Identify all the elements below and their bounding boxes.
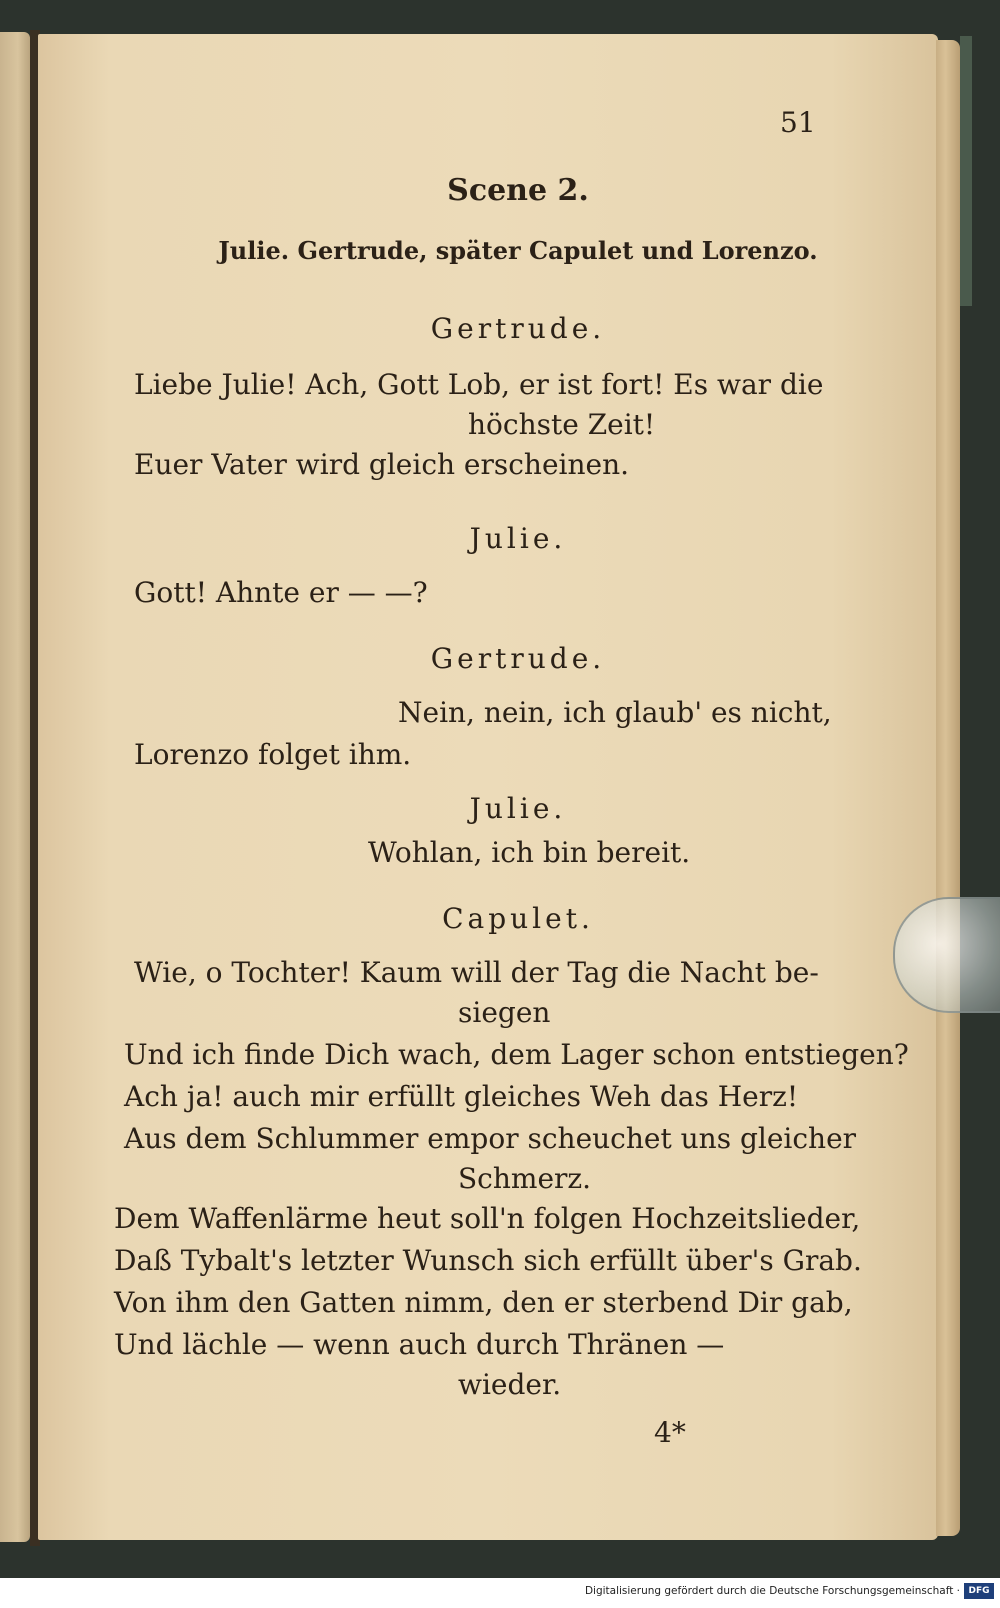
verse-line: Von ihm den Gatten nimm, den er sterbend Dir gab,	[114, 1286, 853, 1319]
verse-line: Schmerz.	[458, 1162, 592, 1195]
speaker-julie-1: Julie.	[469, 522, 567, 555]
verse-line: Liebe Julie! Ach, Gott Lob, er ist fort! Es war die	[134, 368, 824, 401]
verse-line: wieder.	[458, 1368, 562, 1401]
dfg-logo: DFG	[964, 1583, 994, 1599]
verse-line: Aus dem Schlummer empor scheuchet uns gleicher	[124, 1122, 857, 1155]
speaker-gertrude-1: Gertrude.	[430, 312, 606, 345]
verse-line: siegen	[458, 996, 551, 1029]
speaker-julie-2: Julie.	[469, 792, 567, 825]
page-number: 51	[780, 106, 816, 139]
footer-credit: Digitalisierung gefördert durch die Deutsche Forschungsgemeinschaft ·	[584, 1585, 960, 1597]
left-page-edge	[0, 32, 30, 1542]
digitization-footer	[0, 1578, 1000, 1608]
verse-line: Wie, o Tochter! Kaum will der Tag die Nacht be-	[134, 956, 819, 989]
verse-line: Lorenzo folget ihm.	[134, 738, 412, 771]
verse-line: Und lächle — wenn auch durch Thränen —	[114, 1328, 725, 1361]
verse-line: Daß Tybalt's letzter Wunsch sich erfüllt über's Grab.	[114, 1244, 862, 1277]
verse-line: Gott! Ahnte er — —?	[134, 576, 428, 609]
speaker-capulet: Capulet.	[442, 902, 594, 935]
page-fore-edge	[936, 40, 960, 1536]
verse-line: höchste Zeit!	[468, 408, 656, 441]
speaker-gertrude-2: Gertrude.	[430, 642, 606, 675]
page-clip	[893, 897, 1000, 1013]
verse-line: Dem Waffenlärme heut soll'n folgen Hochzeitslieder,	[114, 1202, 861, 1235]
signature-mark: 4*	[654, 1416, 686, 1449]
bookmark-ribbon	[960, 36, 972, 306]
verse-line: Wohlan, ich bin bereit.	[368, 836, 691, 869]
verse-line: Nein, nein, ich glaub' es nicht,	[398, 696, 832, 729]
scene-title: Scene 2.	[447, 173, 589, 208]
verse-line: Euer Vater wird gleich erscheinen.	[134, 448, 630, 481]
book-page	[38, 34, 938, 1540]
scene-characters: Julie. Gertrude, später Capulet und Lorenzo.	[218, 236, 818, 265]
verse-line: Ach ja! auch mir erfüllt gleiches Weh das Herz!	[124, 1080, 799, 1113]
verse-line: Und ich finde Dich wach, dem Lager schon entstiegen?	[124, 1038, 909, 1071]
